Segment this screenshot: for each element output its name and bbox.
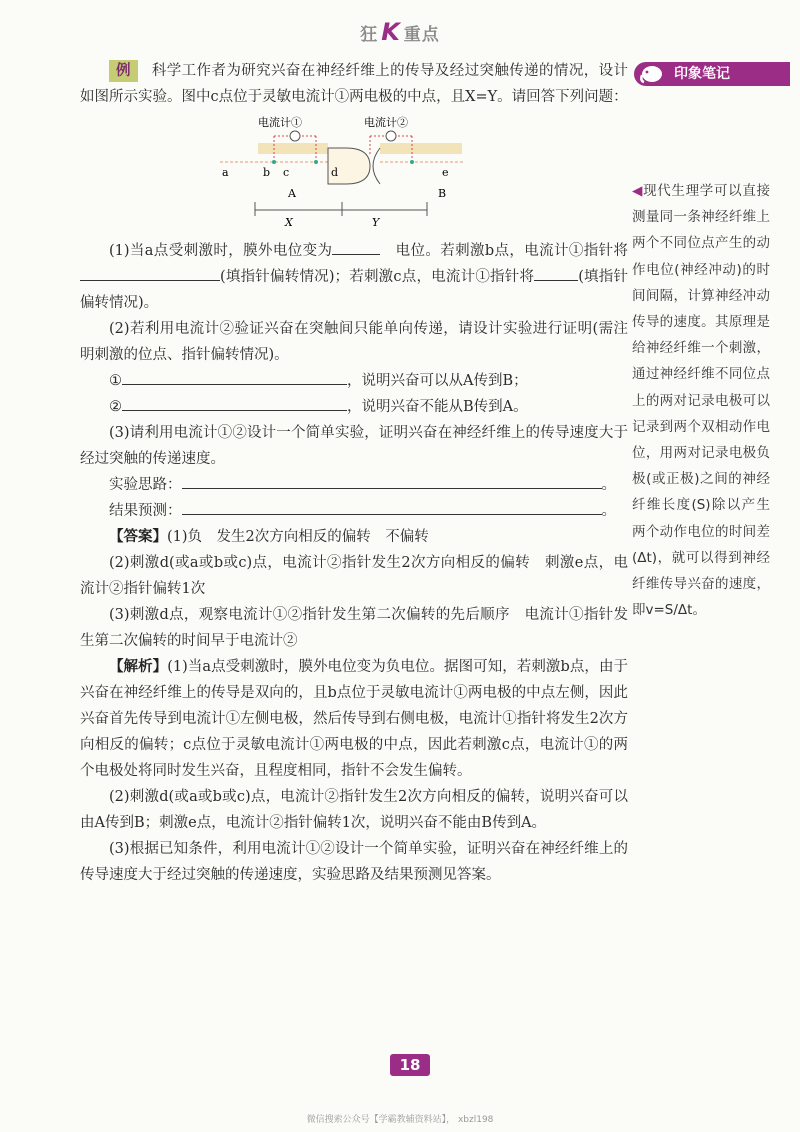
distance-y-label: Y xyxy=(372,216,380,229)
experiment-diagram xyxy=(80,114,628,232)
sidebar-note-text: 现代生理学可以直接测量同一条神经纤维上两个不同位点产生的动作电位(神经冲动)的时间间隔，计算神经冲动传导的速度。其原理是给神经纤维一个刺激，通过神经纤维不同位点上的两对记录电极可以记录到两个双相动作电位，用两对记录电极负极(或正极)之间的神经纤维长度(S)除以产生两个动作电位的时间差(Δt)，就可以得到神经纤维传导兴奋的速度，即v=S/Δt。 xyxy=(632,183,770,619)
q2-item-1-text: ，说明兴奋可以从A传到B； xyxy=(347,373,528,389)
triangle-left-icon: ◀ xyxy=(632,183,644,199)
answer-label: 【答案】 xyxy=(109,529,167,545)
q1-blank-2 xyxy=(80,266,220,281)
header-left: 狂 xyxy=(360,25,379,45)
q1-blank-3 xyxy=(534,266,578,281)
q2-blank-1 xyxy=(122,370,347,385)
galvanometer-2-icon xyxy=(386,131,396,141)
point-b-label: b xyxy=(263,166,271,179)
q3-end-1: 。 xyxy=(601,477,616,493)
galvanometer-1-icon xyxy=(290,131,300,141)
point-e-label: e xyxy=(442,166,449,179)
analysis-2: (2)刺激d(或a或b或c)点，电流计②指针发生2次方向相反的偏转，说明兴奋可以由A传到B；刺激e点，电流计②指针偏转1次，说明兴奋不能由B传到A。 xyxy=(80,789,628,831)
sidebar-header xyxy=(634,62,790,86)
q3-blank-1 xyxy=(182,474,602,489)
point-c-label: c xyxy=(283,166,290,179)
example-text: 科学工作者为研究兴奋在神经纤维上的传导及经过突触传递的情况，设计如图所示实验。图中c点位于灵敏电流计①两电极的中点，且X=Y。请回答下列问题： xyxy=(80,63,628,105)
neuron-b-label: B xyxy=(438,187,447,200)
question-3: (3)请利用电流计①②设计一个简单实验，证明兴奋在神经纤维上的传导速度大于经过突触的传递速度。 xyxy=(80,425,628,467)
q3-result-label: 结果预测： xyxy=(109,503,182,519)
question-1 xyxy=(80,238,628,316)
answer-1-text: (1)负 发生2次方向相反的偏转 不偏转 xyxy=(167,529,429,545)
analysis-label: 【解析】 xyxy=(109,659,168,675)
q3-line-1 xyxy=(80,472,628,498)
q1-text-d: (填指针偏转情况)。 xyxy=(80,269,628,311)
elephant-icon xyxy=(638,63,664,85)
q2-item-2-num: ② xyxy=(109,399,122,415)
analysis-1-text: (1)当a点受刺激时，膜外电位变为负电位。据图可知，若刺激b点，由于兴奋在神经纤维上的传导是双向的，且b点位于灵敏电流计①两电极的中点左侧，因此兴奋首先传导到电流计①左侧电极，然后传导到右侧电极，电流计①指针将发生2次方向相反的偏转；c点位于灵敏电流计①两电极的中点，因此若刺激c点，电流计①的两个电极处将同时发生兴奋，且程度相同，指针不会发生偏转。 xyxy=(80,659,628,779)
main-column xyxy=(80,58,628,888)
distance-x-label: X xyxy=(285,216,293,229)
neuron-a-label: A xyxy=(288,187,296,200)
running-header xyxy=(0,18,800,46)
sidebar-note xyxy=(632,178,770,623)
electrode-2-right xyxy=(410,160,414,164)
q3-blank-2 xyxy=(182,500,602,515)
electrode-1-right xyxy=(314,160,318,164)
q3-line-2 xyxy=(80,498,628,524)
answer-1 xyxy=(80,524,628,550)
q3-idea-label: 实验思路： xyxy=(109,477,182,493)
example-tag: 例 xyxy=(109,60,138,82)
meter-2-label: 电流计② xyxy=(364,116,408,129)
point-a-label: a xyxy=(222,166,229,179)
q1-text-a: (1)当a点受刺激时，膜外电位变为 xyxy=(109,243,333,259)
analysis-3: (3)根据已知条件，利用电流计①②设计一个简单实验，证明兴奋在神经纤维上的传导速度大于经过突触的传递速度，实验思路及结果预测见答案。 xyxy=(80,841,628,883)
q1-blank-1 xyxy=(332,240,380,255)
footer-watermark: 微信搜索公众号【学霸教辅资料站】， xbzl198 xyxy=(306,1115,494,1125)
header-right: 重点 xyxy=(403,25,440,45)
header-k-logo: K xyxy=(381,18,401,46)
q1-text-b: 电位。若刺激b点，电流计①指针将 xyxy=(395,243,629,259)
q2-item-2 xyxy=(80,394,628,420)
q2-item-1 xyxy=(80,368,628,394)
q2-item-1-num: ① xyxy=(109,373,122,389)
answer-2: (2)刺激d(或a或b或c)点，电流计②指针发生2次方向相反的偏转 刺激e点，电流计②指针偏转1次 xyxy=(80,555,628,597)
point-d-label: d xyxy=(331,166,339,179)
page-number: 18 xyxy=(390,1054,430,1076)
answer-3: (3)刺激d点，观察电流计①②指针发生第二次偏转的先后顺序 电流计①指针发生第二次偏转的时间早于电流计② xyxy=(80,607,628,649)
nerve-fiber-b xyxy=(380,143,462,154)
q3-end-2: 。 xyxy=(601,503,616,519)
nerve-fiber-a xyxy=(258,143,328,154)
synapse-postsynaptic xyxy=(373,148,380,184)
question-2: (2)若利用电流计②验证兴奋在突触间只能单向传递，请设计实验进行证明(需注明刺激的位点、指针偏转情况)。 xyxy=(80,321,628,363)
q2-blank-2 xyxy=(122,396,347,411)
q1-text-c: (填指针偏转情况)；若刺激c点，电流计①指针将 xyxy=(220,269,535,285)
example-stem xyxy=(80,58,628,110)
q2-item-2-text: ，说明兴奋不能从B传到A。 xyxy=(347,399,528,415)
electrode-1-left xyxy=(272,160,276,164)
analysis-1 xyxy=(80,654,628,784)
meter-1-label: 电流计① xyxy=(258,116,302,129)
sidebar-title: 印象笔记 xyxy=(674,66,730,82)
